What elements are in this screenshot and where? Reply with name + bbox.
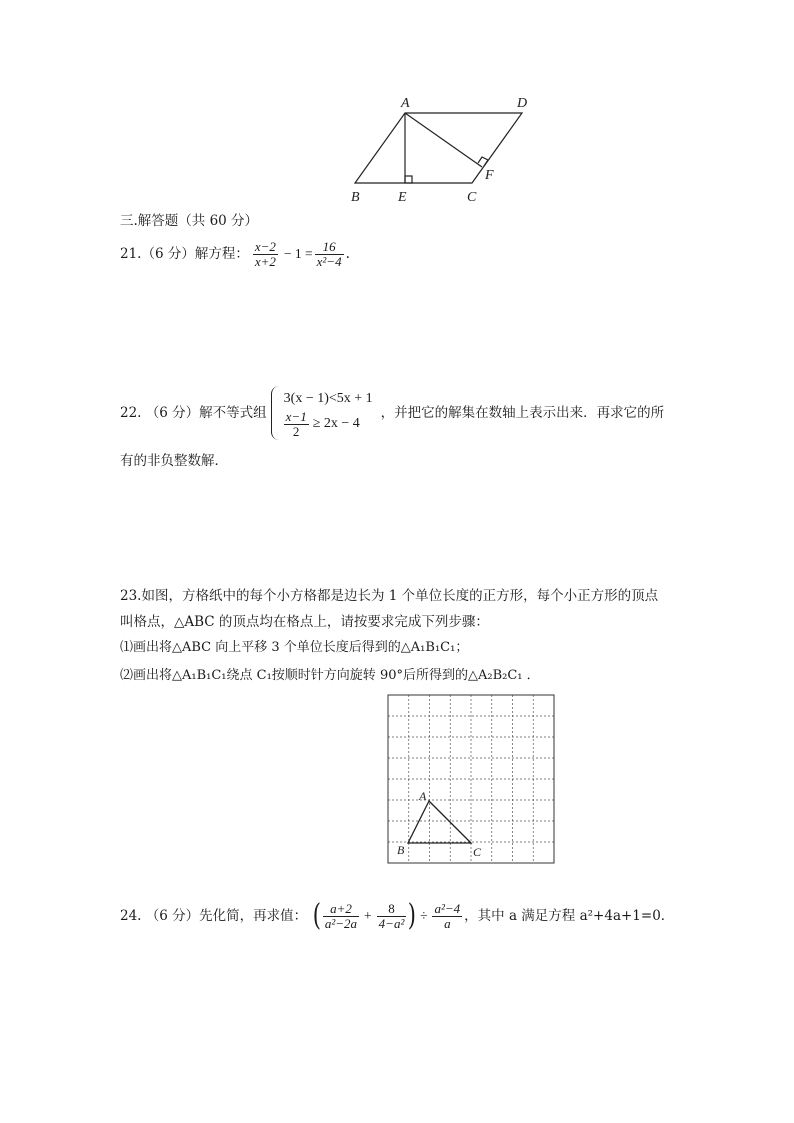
label-c: C bbox=[467, 190, 477, 205]
grid-label-a: A bbox=[419, 789, 427, 803]
q22-suffix: ，并把它的解集在数轴上表示出来．再求它的所 bbox=[380, 405, 665, 421]
right-paren-icon: ) bbox=[408, 898, 417, 933]
q24-fraction-2: $\frac{8}{\text{4−a²}}$ bbox=[378, 900, 405, 931]
q24-plus: + bbox=[364, 908, 372, 923]
grid-lines bbox=[388, 695, 554, 863]
q23-step-2: ⑵画出将△A₁B₁C₁绕点 C₁按顺时针方向旋转 90°后所得到的△A₂B₂C₁ ． bbox=[120, 668, 540, 683]
q24-divide: ÷ bbox=[420, 908, 428, 923]
q23-step-1: ⑴画出将△ABC 向上平移 3 个单位长度后得到的△A₁B₁C₁； bbox=[120, 640, 469, 655]
label-b: B bbox=[351, 190, 360, 205]
q24-prefix: 24. （6 分）先化简，再求值： bbox=[120, 908, 308, 924]
grid-label-c: C bbox=[473, 845, 482, 859]
q23-line-2: 叫格点，△ABC 的顶点均在格点上，请按要求完成下列步骤： bbox=[120, 614, 489, 630]
grid-figure bbox=[387, 693, 557, 865]
q22-fraction: $\frac{x-1}{2}$ bbox=[285, 408, 307, 439]
grid-label-b: B bbox=[397, 843, 405, 857]
label-f: F bbox=[485, 168, 494, 183]
label-e: E bbox=[398, 190, 407, 205]
segment-af bbox=[405, 113, 482, 167]
left-paren-icon: ( bbox=[312, 898, 322, 933]
triangle-abc bbox=[408, 801, 471, 843]
question-24 bbox=[120, 898, 674, 934]
parallelogram-figure bbox=[340, 88, 550, 210]
q21-fraction-2: $\frac{16}{\text{x²−4}}$ bbox=[316, 238, 342, 269]
q21-suffix: . bbox=[345, 246, 350, 262]
q22-inequality-1: 3(x − 1)<5x + 1 bbox=[283, 390, 373, 406]
q24-suffix: ，其中 a 满足方程 a²+4a+1=0． bbox=[464, 908, 675, 924]
q22-system bbox=[284, 388, 373, 439]
q22-line-2: 有的非负整数解． bbox=[120, 453, 228, 469]
q22-inequality-2-rest: ≥ 2x − 4 bbox=[312, 416, 360, 431]
q23-line-1: 23.如图，方格纸中的每个小方格都是边长为 1 个单位长度的正方形，每个小正方形的顶点 bbox=[120, 588, 659, 604]
question-21 bbox=[120, 236, 350, 272]
parallelogram-abcd bbox=[355, 113, 522, 183]
q22-prefix: 22. （6 分）解不等式组 bbox=[120, 405, 267, 421]
q22-inequality-2 bbox=[284, 410, 373, 439]
label-d: D bbox=[517, 96, 528, 111]
q21-prefix: 21.（6 分）解方程： bbox=[120, 246, 249, 262]
q22-brace bbox=[271, 386, 282, 440]
q24-fraction-3: $\frac{\text{a²−4}}{a}$ bbox=[434, 900, 461, 931]
q24-fraction-1: $\frac{a+2}{\text{a²−2a}}$ bbox=[324, 900, 358, 931]
section-heading: 三.解答题（共 60 分） bbox=[120, 213, 259, 229]
q21-middle: − 1 = bbox=[283, 246, 313, 261]
right-angle-e bbox=[405, 176, 412, 183]
label-a: A bbox=[401, 96, 410, 111]
question-22 bbox=[120, 384, 664, 442]
q21-fraction-1: $\frac{x-2}{x+2}$ bbox=[254, 238, 276, 269]
